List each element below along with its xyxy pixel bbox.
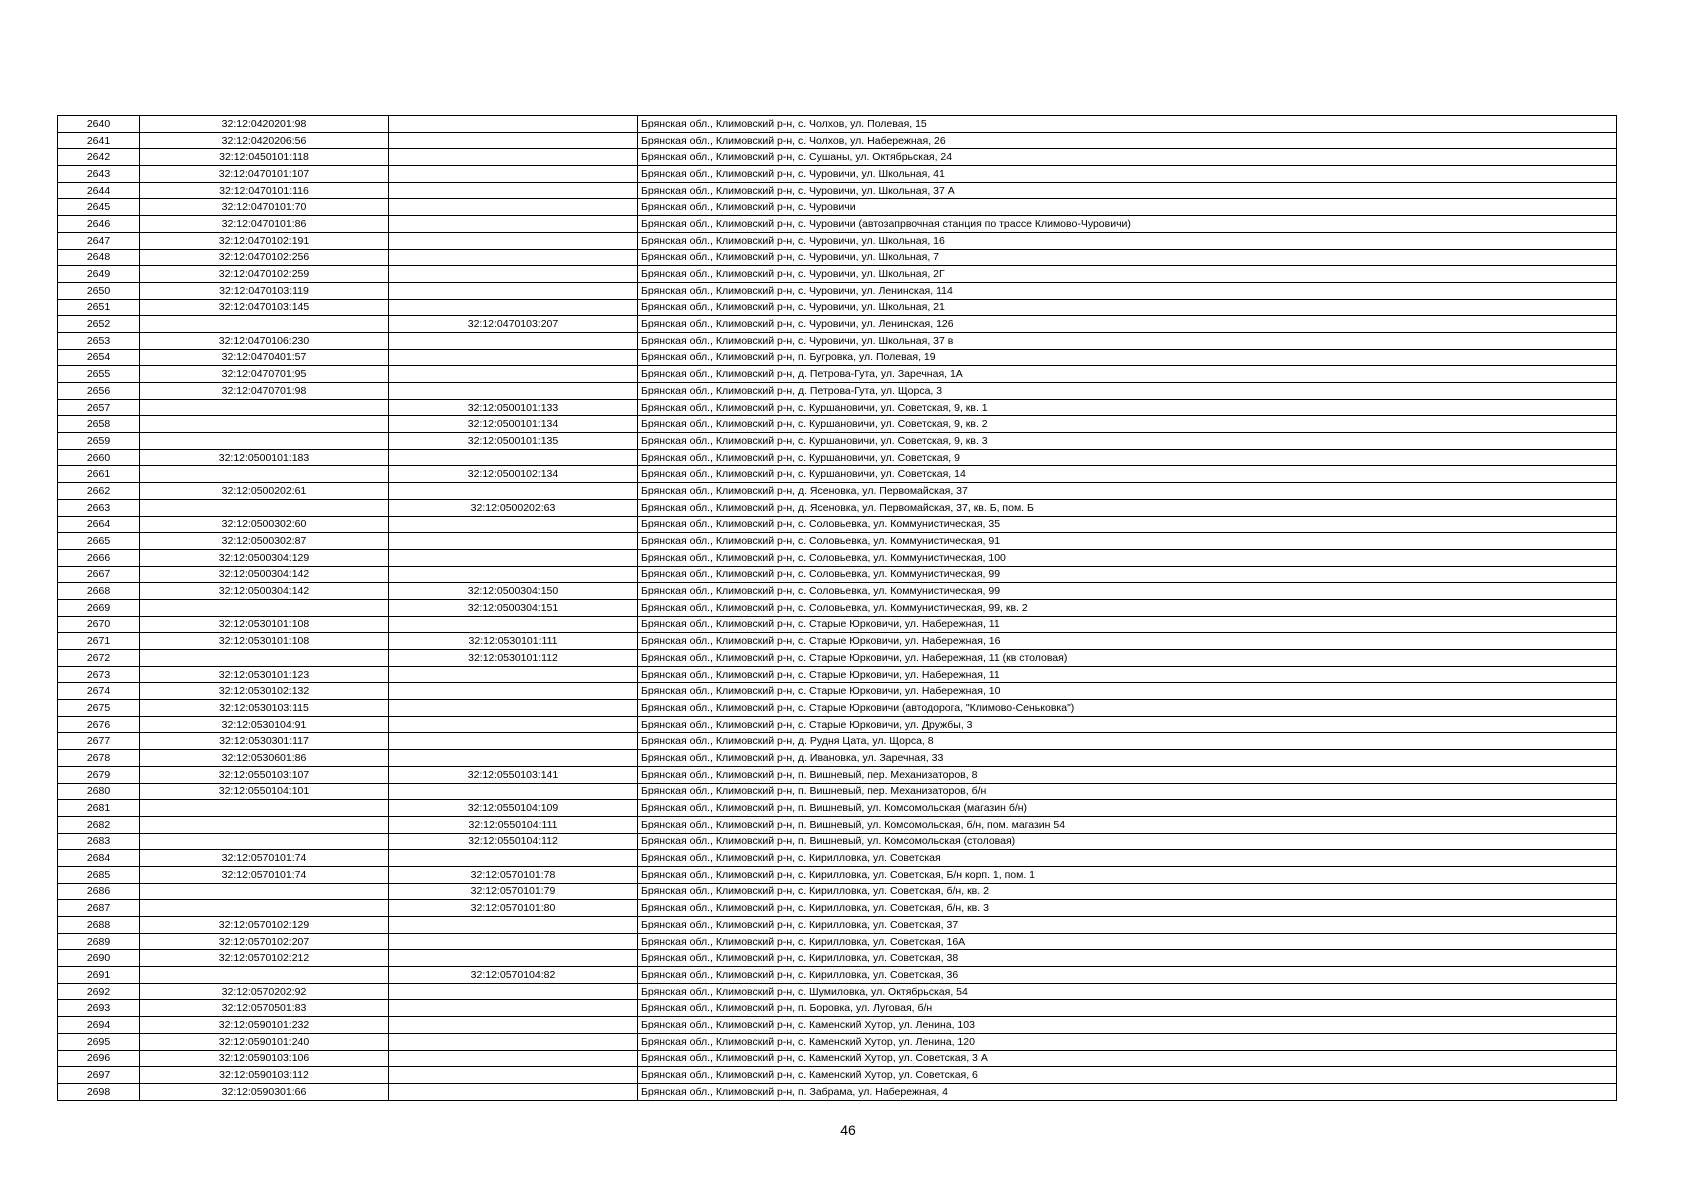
cadastral-number-cell: 32:12:0530102:132: [140, 683, 389, 700]
cadastral-number-cell: 32:12:0530101:108: [140, 616, 389, 633]
cadastral-number-cell: 32:12:0570501:83: [140, 1000, 389, 1017]
address-cell: Брянская обл., Климовский р-н, с. Куршановичи, ул. Советская, 9, кв. 3: [638, 433, 1617, 450]
address-cell: Брянская обл., Климовский р-н, с. Куршановичи, ул. Советская, 9: [638, 449, 1617, 466]
table-row: [58, 299, 1617, 316]
table-row: [58, 983, 1617, 1000]
row-number-cell: 2649: [58, 266, 140, 283]
row-number-cell: 2681: [58, 800, 140, 817]
related-cadastral-number-cell: [389, 1033, 638, 1050]
related-cadastral-number-cell: [389, 1083, 638, 1100]
table-row: [58, 216, 1617, 233]
address-cell: Брянская обл., Климовский р-н, п. Боровка, ул. Луговая, б/н: [638, 1000, 1617, 1017]
row-number-cell: 2645: [58, 199, 140, 216]
address-cell: Брянская обл., Климовский р-н, с. Старые Юрковичи, ул. Набережная, 16: [638, 633, 1617, 650]
address-cell: Брянская обл., Климовский р-н, с. Чуровичи, ул. Школьная, 41: [638, 166, 1617, 183]
cadastral-number-cell: 32:12:0570102:207: [140, 933, 389, 950]
address-cell: Брянская обл., Климовский р-н, с. Куршановичи, ул. Советская, 9, кв. 2: [638, 416, 1617, 433]
related-cadastral-number-cell: [389, 533, 638, 550]
table-row: [58, 1017, 1617, 1034]
row-number-cell: 2675: [58, 700, 140, 717]
table-row: [58, 833, 1617, 850]
cadastral-number-cell: 32:12:0570102:212: [140, 950, 389, 967]
address-cell: Брянская обл., Климовский р-н, с. Соловьевка, ул. Коммунистическая, 35: [638, 516, 1617, 533]
cadastral-number-cell: [140, 466, 389, 483]
address-cell: Брянская обл., Климовский р-н, с. Старые Юрковичи, ул. Набережная, 10: [638, 683, 1617, 700]
table-row: [58, 900, 1617, 917]
table-row: [58, 232, 1617, 249]
related-cadastral-number-cell: 32:12:0550103:141: [389, 766, 638, 783]
related-cadastral-number-cell: [389, 516, 638, 533]
row-number-cell: 2683: [58, 833, 140, 850]
address-cell: Брянская обл., Климовский р-н, д. Петрова-Гута, ул. Щорса, 3: [638, 383, 1617, 400]
address-cell: Брянская обл., Климовский р-н, с. Старые Юрковичи, ул. Дружбы, 3: [638, 716, 1617, 733]
table-row: [58, 499, 1617, 516]
address-cell: Брянская обл., Климовский р-н, д. Рудня Цата, ул. Щорса, 8: [638, 733, 1617, 750]
cadastral-number-cell: 32:12:0570101:74: [140, 866, 389, 883]
cadastral-number-cell: [140, 800, 389, 817]
cadastral-number-cell: 32:12:0470102:259: [140, 266, 389, 283]
row-number-cell: 2658: [58, 416, 140, 433]
address-cell: Брянская обл., Климовский р-н, с. Чуровичи, ул. Школьная, 7: [638, 249, 1617, 266]
cadastral-number-cell: [140, 416, 389, 433]
address-cell: Брянская обл., Климовский р-н, п. Вишневый, ул. Комсомольская (магазин б/н): [638, 800, 1617, 817]
table-row: [58, 716, 1617, 733]
related-cadastral-number-cell: [389, 783, 638, 800]
related-cadastral-number-cell: [389, 850, 638, 867]
row-number-cell: 2647: [58, 232, 140, 249]
address-cell: Брянская обл., Климовский р-н, с. Кирилловка, ул. Советская, 37: [638, 917, 1617, 934]
row-number-cell: 2671: [58, 633, 140, 650]
address-cell: Брянская обл., Климовский р-н, с. Чуровичи, ул. Ленинская, 114: [638, 282, 1617, 299]
table-row: [58, 132, 1617, 149]
cadastral-number-cell: 32:12:0590101:240: [140, 1033, 389, 1050]
row-number-cell: 2660: [58, 449, 140, 466]
related-cadastral-number-cell: [389, 332, 638, 349]
address-cell: Брянская обл., Климовский р-н, с. Чуровичи: [638, 199, 1617, 216]
address-cell: Брянская обл., Климовский р-н, п. Бугровка, ул. Полевая, 19: [638, 349, 1617, 366]
related-cadastral-number-cell: [389, 917, 638, 934]
related-cadastral-number-cell: [389, 449, 638, 466]
related-cadastral-number-cell: [389, 299, 638, 316]
cadastral-number-cell: [140, 433, 389, 450]
address-cell: Брянская обл., Климовский р-н, с. Соловьевка, ул. Коммунистическая, 91: [638, 533, 1617, 550]
cadastral-number-cell: 32:12:0570102:129: [140, 917, 389, 934]
address-cell: Брянская обл., Климовский р-н, с. Старые Юрковичи, ул. Набережная, 11: [638, 666, 1617, 683]
cadastral-number-cell: 32:12:0530301:117: [140, 733, 389, 750]
cadastral-number-cell: 32:12:0530101:108: [140, 633, 389, 650]
table-row: [58, 566, 1617, 583]
table-row: [58, 800, 1617, 817]
address-cell: Брянская обл., Климовский р-н, с. Чолхов, ул. Набережная, 26: [638, 132, 1617, 149]
row-number-cell: 2692: [58, 983, 140, 1000]
related-cadastral-number-cell: [389, 733, 638, 750]
related-cadastral-number-cell: [389, 983, 638, 1000]
cadastral-number-cell: 32:12:0500304:142: [140, 566, 389, 583]
address-cell: Брянская обл., Климовский р-н, с. Кирилловка, ул. Советская, Б/н корп. 1, пом. 1: [638, 866, 1617, 883]
table-row: [58, 466, 1617, 483]
address-cell: Брянская обл., Климовский р-н, п. Вишневый, пер. Механизаторов, 8: [638, 766, 1617, 783]
table-row: [58, 249, 1617, 266]
cadastral-number-cell: 32:12:0470102:256: [140, 249, 389, 266]
cadastral-number-cell: 32:12:0470101:86: [140, 216, 389, 233]
address-cell: Брянская обл., Климовский р-н, с. Соловьевка, ул. Коммунистическая, 100: [638, 549, 1617, 566]
row-number-cell: 2684: [58, 850, 140, 867]
table-row: [58, 583, 1617, 600]
cadastral-number-cell: 32:12:0500304:142: [140, 583, 389, 600]
table-row: [58, 282, 1617, 299]
table-row: [58, 933, 1617, 950]
related-cadastral-number-cell: [389, 116, 638, 133]
cadastral-number-cell: 32:12:0530101:123: [140, 666, 389, 683]
table-row: [58, 1083, 1617, 1100]
address-cell: Брянская обл., Климовский р-н, с. Соловьевка, ул. Коммунистическая, 99: [638, 566, 1617, 583]
table-row: [58, 599, 1617, 616]
related-cadastral-number-cell: [389, 483, 638, 500]
related-cadastral-number-cell: [389, 549, 638, 566]
cadastral-number-cell: 32:12:0470106:230: [140, 332, 389, 349]
address-cell: Брянская обл., Климовский р-н, с. Кирилловка, ул. Советская, б/н, кв. 3: [638, 900, 1617, 917]
row-number-cell: 2690: [58, 950, 140, 967]
row-number-cell: 2680: [58, 783, 140, 800]
table-row: [58, 683, 1617, 700]
cadastral-number-cell: 32:12:0470401:57: [140, 349, 389, 366]
row-number-cell: 2640: [58, 116, 140, 133]
row-number-cell: 2691: [58, 967, 140, 984]
cadastral-number-cell: 32:12:0470101:116: [140, 182, 389, 199]
table-row: [58, 1050, 1617, 1067]
related-cadastral-number-cell: [389, 716, 638, 733]
address-cell: Брянская обл., Климовский р-н, с. Чуровичи, ул. Школьная, 37 А: [638, 182, 1617, 199]
address-cell: Брянская обл., Климовский р-н, с. Чолхов, ул. Полевая, 15: [638, 116, 1617, 133]
table-row: [58, 549, 1617, 566]
address-cell: Брянская обл., Климовский р-н, с. Старые Юрковичи, ул. Набережная, 11 (кв столовая): [638, 650, 1617, 667]
row-number-cell: 2650: [58, 282, 140, 299]
table-row: [58, 182, 1617, 199]
row-number-cell: 2698: [58, 1083, 140, 1100]
row-number-cell: 2652: [58, 316, 140, 333]
row-number-cell: 2651: [58, 299, 140, 316]
address-cell: Брянская обл., Климовский р-н, с. Шумиловка, ул. Октябрьская, 54: [638, 983, 1617, 1000]
related-cadastral-number-cell: [389, 933, 638, 950]
related-cadastral-number-cell: [389, 366, 638, 383]
address-cell: Брянская обл., Климовский р-н, с. Каменский Хутор, ул. Советская, 3 А: [638, 1050, 1617, 1067]
related-cadastral-number-cell: [389, 950, 638, 967]
row-number-cell: 2674: [58, 683, 140, 700]
table-row: [58, 316, 1617, 333]
cadastral-number-cell: [140, 967, 389, 984]
cadastral-number-cell: [140, 599, 389, 616]
row-number-cell: 2642: [58, 149, 140, 166]
table-row: [58, 449, 1617, 466]
table-row: [58, 633, 1617, 650]
table-row: [58, 700, 1617, 717]
table-row: [58, 383, 1617, 400]
cadastral-number-cell: 32:12:0470103:145: [140, 299, 389, 316]
row-number-cell: 2665: [58, 533, 140, 550]
related-cadastral-number-cell: [389, 132, 638, 149]
row-number-cell: 2644: [58, 182, 140, 199]
address-cell: Брянская обл., Климовский р-н, с. Соловьевка, ул. Коммунистическая, 99, кв. 2: [638, 599, 1617, 616]
table-row: [58, 733, 1617, 750]
table-row: [58, 750, 1617, 767]
related-cadastral-number-cell: [389, 383, 638, 400]
table-row: [58, 199, 1617, 216]
cadastral-number-cell: 32:12:0550104:101: [140, 783, 389, 800]
table-row: [58, 349, 1617, 366]
related-cadastral-number-cell: [389, 199, 638, 216]
row-number-cell: 2662: [58, 483, 140, 500]
related-cadastral-number-cell: [389, 182, 638, 199]
row-number-cell: 2689: [58, 933, 140, 950]
table-row: [58, 483, 1617, 500]
related-cadastral-number-cell: 32:12:0500304:151: [389, 599, 638, 616]
cadastral-number-cell: [140, 900, 389, 917]
row-number-cell: 2666: [58, 549, 140, 566]
cadastral-number-cell: [140, 316, 389, 333]
table-row: [58, 766, 1617, 783]
address-cell: Брянская обл., Климовский р-н, п. Вишневый, ул. Комсомольская (столовая): [638, 833, 1617, 850]
related-cadastral-number-cell: [389, 249, 638, 266]
address-cell: Брянская обл., Климовский р-н, с. Сушаны, ул. Октябрьская, 24: [638, 149, 1617, 166]
related-cadastral-number-cell: [389, 700, 638, 717]
row-number-cell: 2641: [58, 132, 140, 149]
address-cell: Брянская обл., Климовский р-н, д. Петрова-Гута, ул. Заречная, 1А: [638, 366, 1617, 383]
related-cadastral-number-cell: [389, 566, 638, 583]
cadastral-number-cell: 32:12:0470103:119: [140, 282, 389, 299]
related-cadastral-number-cell: [389, 1017, 638, 1034]
related-cadastral-number-cell: 32:12:0470103:207: [389, 316, 638, 333]
cadastral-number-cell: 32:12:0420206:56: [140, 132, 389, 149]
related-cadastral-number-cell: [389, 232, 638, 249]
row-number-cell: 2656: [58, 383, 140, 400]
row-number-cell: 2664: [58, 516, 140, 533]
table-row: [58, 950, 1617, 967]
cadastral-number-cell: 32:12:0420201:98: [140, 116, 389, 133]
cadastral-number-cell: 32:12:0590103:106: [140, 1050, 389, 1067]
row-number-cell: 2646: [58, 216, 140, 233]
cadastral-number-cell: 32:12:0470701:98: [140, 383, 389, 400]
related-cadastral-number-cell: [389, 683, 638, 700]
related-cadastral-number-cell: 32:12:0570101:78: [389, 866, 638, 883]
page-number: 46: [840, 1122, 856, 1138]
row-number-cell: 2653: [58, 332, 140, 349]
cadastral-number-cell: [140, 883, 389, 900]
address-cell: Брянская обл., Климовский р-н, д. Ивановка, ул. Заречная, 33: [638, 750, 1617, 767]
cadastral-number-cell: [140, 816, 389, 833]
row-number-cell: 2693: [58, 1000, 140, 1017]
table-row: [58, 533, 1617, 550]
cadastral-number-cell: [140, 650, 389, 667]
table-row: [58, 883, 1617, 900]
address-cell: Брянская обл., Климовский р-н, п. Вишневый, ул. Комсомольская, б/н, пом. магазин 54: [638, 816, 1617, 833]
related-cadastral-number-cell: 32:12:0530101:111: [389, 633, 638, 650]
row-number-cell: 2667: [58, 566, 140, 583]
related-cadastral-number-cell: 32:12:0500101:135: [389, 433, 638, 450]
row-number-cell: 2654: [58, 349, 140, 366]
related-cadastral-number-cell: [389, 149, 638, 166]
related-cadastral-number-cell: [389, 1067, 638, 1084]
related-cadastral-number-cell: 32:12:0570101:80: [389, 900, 638, 917]
cadastral-number-cell: 32:12:0500302:60: [140, 516, 389, 533]
address-cell: Брянская обл., Климовский р-н, с. Кирилловка, ул. Советская, б/н, кв. 2: [638, 883, 1617, 900]
address-cell: Брянская обл., Климовский р-н, с. Каменский Хутор, ул. Ленина, 103: [638, 1017, 1617, 1034]
cadastral-number-cell: 32:12:0500101:183: [140, 449, 389, 466]
table-row: [58, 332, 1617, 349]
row-number-cell: 2696: [58, 1050, 140, 1067]
address-cell: Брянская обл., Климовский р-н, п. Забрама, ул. Набережная, 4: [638, 1083, 1617, 1100]
row-number-cell: 2668: [58, 583, 140, 600]
table-row: [58, 866, 1617, 883]
address-cell: Брянская обл., Климовский р-н, с. Каменский Хутор, ул. Ленина, 120: [638, 1033, 1617, 1050]
address-cell: Брянская обл., Климовский р-н, д. Ясеновка, ул. Первомайская, 37: [638, 483, 1617, 500]
cadastral-number-cell: 32:12:0470701:95: [140, 366, 389, 383]
related-cadastral-number-cell: 32:12:0550104:109: [389, 800, 638, 817]
cadastral-number-cell: 32:12:0500304:129: [140, 549, 389, 566]
table-row: [58, 116, 1617, 133]
address-cell: Брянская обл., Климовский р-н, с. Чуровичи (автозапрвочная станция по трассе Климово-Чуровичи): [638, 216, 1617, 233]
table-row: [58, 166, 1617, 183]
cadastral-number-cell: 32:12:0590301:66: [140, 1083, 389, 1100]
cadastral-number-cell: 32:12:0500302:87: [140, 533, 389, 550]
row-number-cell: 2687: [58, 900, 140, 917]
row-number-cell: 2655: [58, 366, 140, 383]
table-row: [58, 1067, 1617, 1084]
row-number-cell: 2672: [58, 650, 140, 667]
related-cadastral-number-cell: 32:12:0550104:112: [389, 833, 638, 850]
row-number-cell: 2688: [58, 917, 140, 934]
address-cell: Брянская обл., Климовский р-н, с. Кирилловка, ул. Советская, 38: [638, 950, 1617, 967]
address-cell: Брянская обл., Климовский р-н, с. Чуровичи, ул. Ленинская, 126: [638, 316, 1617, 333]
row-number-cell: 2678: [58, 750, 140, 767]
row-number-cell: 2661: [58, 466, 140, 483]
address-cell: Брянская обл., Климовский р-н, с. Кирилловка, ул. Советская: [638, 850, 1617, 867]
row-number-cell: 2677: [58, 733, 140, 750]
related-cadastral-number-cell: [389, 750, 638, 767]
related-cadastral-number-cell: 32:12:0500102:134: [389, 466, 638, 483]
cadastral-number-cell: 32:12:0470101:107: [140, 166, 389, 183]
address-cell: Брянская обл., Климовский р-н, д. Ясеновка, ул. Первомайская, 37, кв. Б, пом. Б: [638, 499, 1617, 516]
related-cadastral-number-cell: [389, 349, 638, 366]
table-row: [58, 1000, 1617, 1017]
row-number-cell: 2695: [58, 1033, 140, 1050]
address-cell: Брянская обл., Климовский р-н, с. Кирилловка, ул. Советская, 16А: [638, 933, 1617, 950]
table-row: [58, 967, 1617, 984]
cadastral-number-cell: [140, 833, 389, 850]
address-cell: Брянская обл., Климовский р-н, с. Соловьевка, ул. Коммунистическая, 99: [638, 583, 1617, 600]
address-cell: Брянская обл., Климовский р-н, с. Куршановичи, ул. Советская, 9, кв. 1: [638, 399, 1617, 416]
cadastral-number-cell: 32:12:0470101:70: [140, 199, 389, 216]
related-cadastral-number-cell: [389, 666, 638, 683]
address-cell: Брянская обл., Климовский р-н, с. Каменский Хутор, ул. Советская, 6: [638, 1067, 1617, 1084]
row-number-cell: 2659: [58, 433, 140, 450]
related-cadastral-number-cell: [389, 1050, 638, 1067]
table-row: [58, 399, 1617, 416]
related-cadastral-number-cell: 32:12:0500101:134: [389, 416, 638, 433]
row-number-cell: 2669: [58, 599, 140, 616]
table-row: [58, 366, 1617, 383]
cadastral-number-cell: 32:12:0530104:91: [140, 716, 389, 733]
row-number-cell: 2643: [58, 166, 140, 183]
address-cell: Брянская обл., Климовский р-н, с. Чуровичи, ул. Школьная, 21: [638, 299, 1617, 316]
table-row: [58, 816, 1617, 833]
related-cadastral-number-cell: [389, 1000, 638, 1017]
table-row: [58, 433, 1617, 450]
address-cell: Брянская обл., Климовский р-н, с. Старые Юрковичи (автодорога, "Климово-Сеньковка"): [638, 700, 1617, 717]
table-row: [58, 1033, 1617, 1050]
table-row: [58, 650, 1617, 667]
registry-table-body: [58, 116, 1617, 1101]
table-row: [58, 917, 1617, 934]
cadastral-number-cell: [140, 399, 389, 416]
row-number-cell: 2648: [58, 249, 140, 266]
related-cadastral-number-cell: 32:12:0550104:111: [389, 816, 638, 833]
row-number-cell: 2670: [58, 616, 140, 633]
registry-table: [57, 115, 1617, 1101]
row-number-cell: 2679: [58, 766, 140, 783]
table-row: [58, 616, 1617, 633]
related-cadastral-number-cell: [389, 616, 638, 633]
cadastral-number-cell: [140, 499, 389, 516]
row-number-cell: 2676: [58, 716, 140, 733]
row-number-cell: 2686: [58, 883, 140, 900]
related-cadastral-number-cell: [389, 266, 638, 283]
address-cell: Брянская обл., Климовский р-н, с. Старые Юрковичи, ул. Набережная, 11: [638, 616, 1617, 633]
cadastral-number-cell: 32:12:0590101:232: [140, 1017, 389, 1034]
address-cell: Брянская обл., Климовский р-н, с. Кирилловка, ул. Советская, 36: [638, 967, 1617, 984]
address-cell: Брянская обл., Климовский р-н, с. Чуровичи, ул. Школьная, 2Г: [638, 266, 1617, 283]
related-cadastral-number-cell: [389, 166, 638, 183]
related-cadastral-number-cell: 32:12:0570104:82: [389, 967, 638, 984]
cadastral-number-cell: 32:12:0530601:86: [140, 750, 389, 767]
row-number-cell: 2663: [58, 499, 140, 516]
table-row: [58, 266, 1617, 283]
related-cadastral-number-cell: [389, 216, 638, 233]
related-cadastral-number-cell: 32:12:0530101:112: [389, 650, 638, 667]
address-cell: Брянская обл., Климовский р-н, с. Чуровичи, ул. Школьная, 16: [638, 232, 1617, 249]
row-number-cell: 2697: [58, 1067, 140, 1084]
cadastral-number-cell: 32:12:0500202:61: [140, 483, 389, 500]
table-row: [58, 149, 1617, 166]
row-number-cell: 2657: [58, 399, 140, 416]
related-cadastral-number-cell: 32:12:0570101:79: [389, 883, 638, 900]
related-cadastral-number-cell: 32:12:0500304:150: [389, 583, 638, 600]
table-row: [58, 850, 1617, 867]
cadastral-number-cell: 32:12:0570101:74: [140, 850, 389, 867]
address-cell: Брянская обл., Климовский р-н, с. Куршановичи, ул. Советская, 14: [638, 466, 1617, 483]
related-cadastral-number-cell: 32:12:0500202:63: [389, 499, 638, 516]
row-number-cell: 2673: [58, 666, 140, 683]
cadastral-number-cell: 32:12:0470102:191: [140, 232, 389, 249]
cadastral-number-cell: 32:12:0590103:112: [140, 1067, 389, 1084]
related-cadastral-number-cell: 32:12:0500101:133: [389, 399, 638, 416]
cadastral-number-cell: 32:12:0450101:118: [140, 149, 389, 166]
table-row: [58, 666, 1617, 683]
table-row: [58, 516, 1617, 533]
table-row: [58, 416, 1617, 433]
related-cadastral-number-cell: [389, 282, 638, 299]
address-cell: Брянская обл., Климовский р-н, с. Чуровичи, ул. Школьная, 37 в: [638, 332, 1617, 349]
row-number-cell: 2694: [58, 1017, 140, 1034]
row-number-cell: 2685: [58, 866, 140, 883]
cadastral-number-cell: 32:12:0530103:115: [140, 700, 389, 717]
address-cell: Брянская обл., Климовский р-н, п. Вишневый, пер. Механизаторов, б/н: [638, 783, 1617, 800]
row-number-cell: 2682: [58, 816, 140, 833]
cadastral-number-cell: 32:12:0550103:107: [140, 766, 389, 783]
table-row: [58, 783, 1617, 800]
cadastral-number-cell: 32:12:0570202:92: [140, 983, 389, 1000]
